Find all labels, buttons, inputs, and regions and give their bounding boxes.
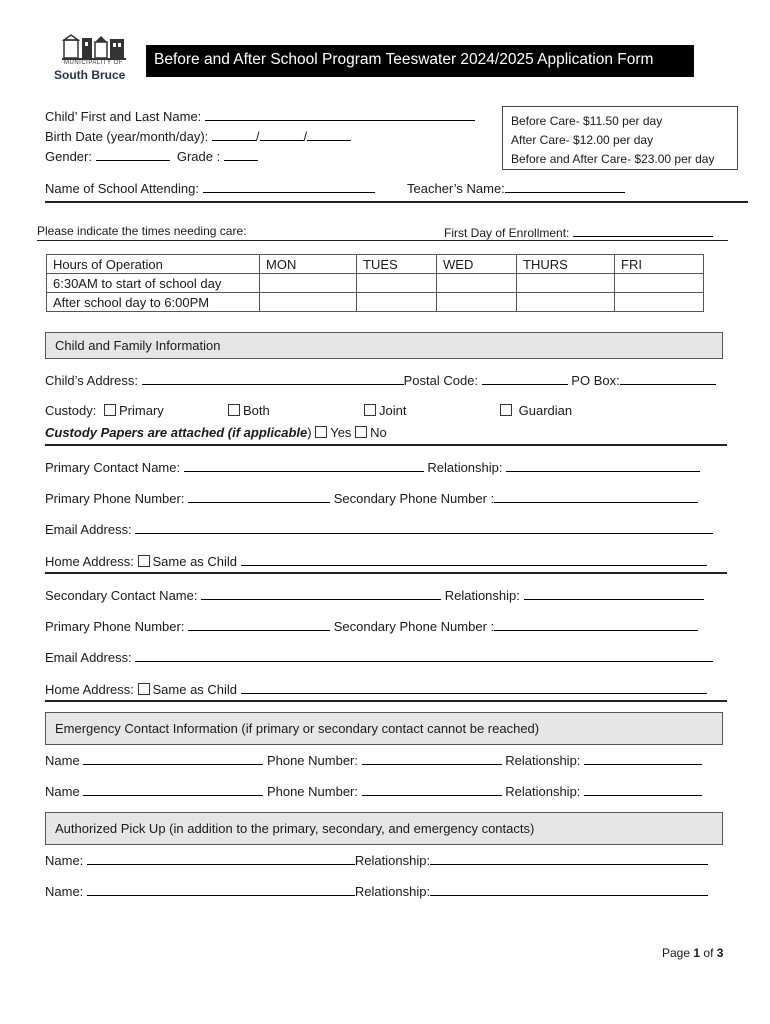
table-header-cell: MON	[260, 255, 357, 274]
mon-afternoon-cell[interactable]	[260, 293, 357, 312]
page-current: 1	[693, 946, 701, 960]
secondary-name-field[interactable]	[201, 587, 441, 600]
hours-row-label: After school day to 6:00PM	[47, 293, 260, 312]
pickup-relationship-field[interactable]	[430, 852, 708, 865]
secondary-relationship-label: Relationship:	[444, 588, 520, 603]
fri-afternoon-cell[interactable]	[615, 293, 704, 312]
pickup-section-header	[45, 812, 723, 845]
gender-field[interactable]	[96, 148, 170, 161]
secondary-email-field[interactable]	[135, 649, 713, 662]
of-word: of	[703, 946, 714, 960]
teacher-label: Teacher’s Name:	[407, 181, 505, 196]
pickup-relationship-field[interactable]	[430, 883, 708, 896]
pricing-box	[502, 106, 738, 170]
times-label: Please indicate the times needing care:	[37, 224, 247, 238]
custody-both-option[interactable]	[228, 403, 270, 418]
logo-top-text: MUNICIPALITY OF	[64, 60, 123, 66]
birth-month-field[interactable]	[260, 128, 304, 141]
primary-email-label: Email Address:	[45, 522, 132, 537]
emergency-phone-field[interactable]	[362, 783, 502, 796]
pickup-section-title: Authorized Pick Up (in addition to the primary, secondary, and emergency contacts)	[55, 821, 535, 836]
checkbox-icon[interactable]	[355, 426, 367, 438]
postal-code-label: Postal Code:	[403, 373, 479, 388]
emergency-name-label: Name	[45, 753, 80, 768]
papers-yes-label: Yes	[330, 425, 352, 440]
custody-joint-label: Joint	[379, 403, 407, 418]
form-title: Before and After School Program Teeswater 2024/2025 Application Form	[146, 45, 694, 77]
secondary-phone-label: Primary Phone Number:	[45, 619, 185, 634]
pickup-name-field[interactable]	[87, 852, 355, 865]
table-header-cell: THURS	[517, 255, 615, 274]
thurs-morning-cell[interactable]	[517, 274, 615, 293]
emergency-section-title: Emergency Contact Information (if primary or secondary contact cannot be reached)	[55, 721, 540, 736]
primary-name-label: Primary Contact Name:	[45, 460, 181, 475]
custody-papers-close: )	[307, 425, 312, 440]
secondary-email-label: Email Address:	[45, 650, 132, 665]
primary-home-label: Home Address:	[45, 554, 134, 569]
child-address-field[interactable]	[142, 372, 404, 385]
child-name-field[interactable]	[205, 108, 475, 121]
papers-no-label: No	[370, 425, 387, 440]
custody-joint-option[interactable]	[364, 403, 406, 418]
grade-field[interactable]	[224, 148, 258, 161]
pickup-relationship-label: Relationship:	[354, 853, 431, 868]
secondary-name-label: Secondary Contact Name:	[45, 588, 198, 603]
divider	[45, 572, 727, 574]
custody-both-label: Both	[243, 403, 270, 418]
emergency-relationship-field[interactable]	[584, 752, 702, 765]
tues-morning-cell[interactable]	[357, 274, 437, 293]
emergency-section-header	[45, 712, 723, 745]
before-care-price: Before Care- $11.50 per day	[511, 114, 663, 128]
primary-phone-row	[45, 490, 698, 506]
po-box-label: PO Box:	[571, 373, 620, 388]
teacher-row	[407, 180, 625, 196]
emergency-phone-field[interactable]	[362, 752, 502, 765]
custody-guardian-option[interactable]	[500, 403, 572, 418]
divider	[45, 700, 727, 702]
pickup-row	[45, 852, 708, 868]
after-care-price: After Care- $12.00 per day	[511, 133, 654, 147]
gender-label: Gender:	[45, 149, 92, 164]
hours-table	[46, 254, 704, 312]
emergency-row	[45, 783, 702, 799]
primary-home-field[interactable]	[241, 553, 707, 566]
birth-date-row: Birth Date (year/month/day): / /	[45, 128, 351, 144]
child-address-label: Child’s Address:	[45, 373, 138, 388]
emergency-relationship-label: Relationship:	[505, 753, 581, 768]
custody-guardian-label: Guardian	[518, 403, 573, 418]
primary-email-field[interactable]	[135, 521, 713, 534]
logo-buildings-icon	[62, 34, 126, 60]
fri-morning-cell[interactable]	[615, 274, 704, 293]
pickup-name-field[interactable]	[87, 883, 355, 896]
checkbox-icon[interactable]	[138, 683, 150, 695]
teacher-field[interactable]	[505, 180, 625, 193]
pickup-relationship-label: Relationship:	[354, 884, 431, 899]
school-row	[45, 180, 375, 196]
secondary-home-field[interactable]	[241, 681, 707, 694]
primary-email-row	[45, 521, 713, 537]
primary-phone-label: Primary Phone Number:	[45, 491, 185, 506]
secondary-name-row	[45, 587, 704, 603]
wed-afternoon-cell[interactable]	[437, 293, 517, 312]
logo-name: South Bruce	[54, 68, 126, 82]
primary-same-as-child-label: Same as Child	[152, 554, 238, 569]
municipality-logo	[50, 34, 130, 84]
primary-name-field[interactable]	[184, 459, 424, 472]
primary-relationship-field[interactable]	[506, 459, 700, 472]
table-header-cell: FRI	[615, 255, 704, 274]
custody-label: Custody:	[45, 403, 97, 418]
primary-relationship-label: Relationship:	[427, 460, 503, 475]
emergency-phone-label: Phone Number:	[266, 753, 358, 768]
school-field[interactable]	[203, 180, 375, 193]
divider	[45, 201, 748, 203]
po-box-field[interactable]	[620, 372, 716, 385]
table-header-cell: WED	[437, 255, 517, 274]
page-total: 3	[716, 946, 724, 960]
secondary-relationship-field[interactable]	[524, 587, 704, 600]
address-row	[45, 372, 716, 388]
custody-primary-option[interactable]	[104, 403, 164, 418]
emergency-name-label: Name	[45, 784, 80, 799]
wed-morning-cell[interactable]	[437, 274, 517, 293]
primary-secondary-phone-label: Secondary Phone Number :	[333, 491, 495, 506]
birth-day-field[interactable]	[307, 128, 351, 141]
gender-grade-row	[45, 148, 258, 164]
grade-label: Grade :	[176, 149, 221, 164]
secondary-secondary-phone-label: Secondary Phone Number :	[333, 619, 495, 634]
checkbox-icon[interactable]	[315, 426, 327, 438]
child-name-label: Child’ First and Last Name:	[45, 109, 202, 124]
table-row	[47, 274, 704, 293]
pickup-name-label: Name:	[45, 853, 84, 868]
table-header-cell: TUES	[357, 255, 437, 274]
mon-morning-cell[interactable]	[260, 274, 357, 293]
before-after-care-price: Before and After Care- $23.00 per day	[511, 152, 715, 166]
emergency-relationship-label: Relationship:	[505, 784, 581, 799]
birth-date-label: Birth Date (year/month/day):	[45, 129, 209, 144]
divider	[37, 240, 728, 241]
divider	[45, 444, 727, 446]
secondary-same-as-child-label: Same as Child	[152, 682, 238, 697]
birth-year-field[interactable]	[212, 128, 256, 141]
secondary-phone-row	[45, 618, 698, 634]
pickup-name-label: Name:	[45, 884, 84, 899]
secondary-secondary-phone-field[interactable]	[494, 618, 698, 631]
emergency-name-field[interactable]	[83, 752, 263, 765]
page-number	[662, 946, 723, 960]
primary-phone-field[interactable]	[188, 490, 330, 503]
first-day-label: First Day of Enrollment:	[444, 226, 570, 240]
tues-afternoon-cell[interactable]	[357, 293, 437, 312]
page-word: Page	[662, 946, 691, 960]
table-row	[47, 293, 704, 312]
family-section-title: Child and Family Information	[55, 338, 221, 353]
child-name-row	[45, 108, 475, 124]
checkbox-icon[interactable]	[364, 404, 376, 416]
secondary-home-row	[45, 681, 707, 697]
primary-name-row	[45, 459, 700, 475]
emergency-row	[45, 752, 702, 768]
first-day-row	[444, 224, 713, 240]
custody-papers-row	[45, 425, 387, 440]
checkbox-icon[interactable]	[500, 404, 512, 416]
pickup-row	[45, 883, 708, 899]
checkbox-icon[interactable]	[104, 404, 116, 416]
checkbox-icon[interactable]	[228, 404, 240, 416]
school-label: Name of School Attending:	[45, 181, 199, 196]
family-section-header	[45, 332, 723, 359]
postal-code-field[interactable]	[482, 372, 568, 385]
thurs-afternoon-cell[interactable]	[517, 293, 615, 312]
emergency-name-field[interactable]	[83, 783, 263, 796]
table-header-row	[47, 255, 704, 274]
secondary-phone-field[interactable]	[188, 618, 330, 631]
custody-primary-label: Primary	[119, 403, 164, 418]
secondary-email-row	[45, 649, 713, 665]
primary-home-row	[45, 553, 707, 569]
hours-row-label: 6:30AM to start of school day	[47, 274, 260, 293]
first-day-field[interactable]	[573, 224, 713, 237]
emergency-relationship-field[interactable]	[584, 783, 702, 796]
emergency-phone-label: Phone Number:	[266, 784, 358, 799]
primary-secondary-phone-field[interactable]	[494, 490, 698, 503]
checkbox-icon[interactable]	[138, 555, 150, 567]
table-header-cell: Hours of Operation	[47, 255, 260, 274]
secondary-home-label: Home Address:	[45, 682, 134, 697]
custody-papers-label: Custody Papers are attached (if applicable	[45, 425, 308, 440]
